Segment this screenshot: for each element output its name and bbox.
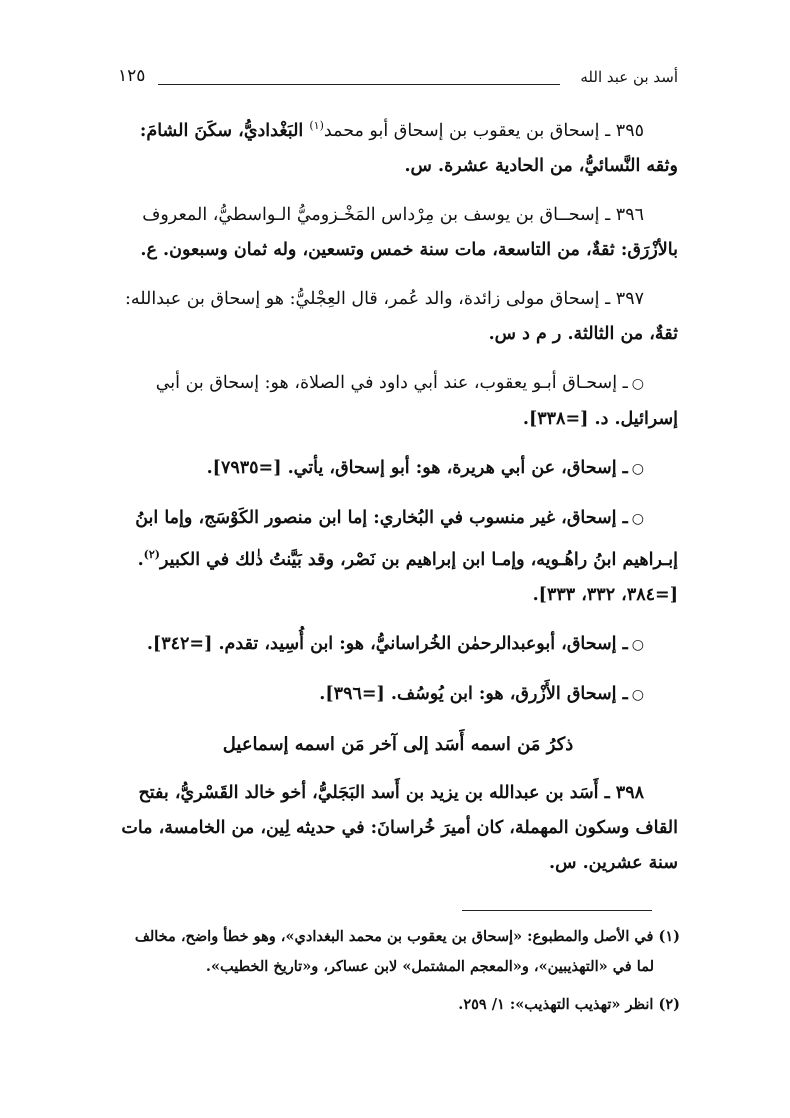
circle-marker-icon: ○ (631, 510, 644, 527)
footnote-rule (462, 910, 652, 911)
footnote-2-line-1: (٢) انظر «تهذيب التهذيب»: ١/ ٢٥٩. (458, 996, 680, 1013)
entry-396-line-2: بالأزْرَق: ثقةٌ، من التاسعة، مات سنة خمس وتسعين، وله ثمان وسبعون. ع. (140, 239, 678, 260)
cross-ref-1-line-1: ـ إسحـاق أبـو يعقوب، عند أبي داود في الصلاة، هو: إسحاق بن أبي (155, 372, 628, 393)
entry-397 (118, 282, 678, 352)
header-rule (158, 84, 560, 85)
cross-ref-bukhari (118, 501, 678, 613)
footnotes (100, 922, 680, 1028)
entry-396-line-1: ٣٩٦ ـ إسحــاق بن يوسف بن مِرْداس المَخْـزوميُّ الـواسطيُّ، المعروف (142, 204, 644, 225)
footnote-1 (100, 922, 680, 982)
cross-ref-abu-hurayra (118, 451, 678, 487)
entry-396 (118, 198, 678, 268)
entry-398 (118, 776, 678, 881)
entry-395-line-1b: البَغْداديُّ، سكَنَ الشامَ: (139, 120, 310, 141)
cross-ref-1-line-2: إسرائيل. د. [=٣٣٨]. (522, 408, 678, 429)
circle-marker-icon: ○ (631, 375, 644, 392)
cross-ref-2-line-1: ـ إسحاق، عن أبي هريرة، هو: أبو إسحاق، يأتي. [=٧٩٣٥]. (206, 457, 628, 478)
footnote-2 (100, 990, 680, 1020)
entry-395 (118, 108, 678, 184)
entry-398-line-1: ٣٩٨ ـ أَسَد بن عبدالله بن يزيد بن أَسد البَجَليُّ، أخو خالد القَسْريُّ، بفتح (138, 782, 644, 803)
cross-ref-3-line-3: [=٣٨٤، ٣٣٢، ٣٣٣]. (532, 584, 678, 605)
entry-398-line-2: القاف وسكون المهملة، كان أميرَ خُراسانَ: في حديثه لِين، من الخامسة، مات (121, 817, 678, 838)
page-header (118, 62, 678, 94)
cross-ref-abu-yaqub (118, 366, 678, 437)
footnote-1-line-2: لما في «التهذيبين»، و«المعجم المشتمل» لابن عساكر، و«تاريخ الخطيب». (205, 958, 654, 975)
cross-ref-khurasani (118, 627, 678, 663)
circle-marker-icon: ○ (631, 460, 644, 477)
page-number: ١٢٥ (118, 66, 146, 86)
footnote-ref-1: (١) (309, 119, 324, 132)
cross-ref-4-line-1: ـ إسحاق، أبوعبدالرحمٰن الخُراسانيُّ، هو: ابن أُسِيد، تقدم. [=٣٤٢]. (146, 633, 628, 654)
running-title: أسد بن عبد الله (580, 68, 678, 86)
cross-ref-3-line-2: إبـراهيم ابنُ راهُـويه، وإمـا ابن إبراهيم بن نَصْر، وقد بَيَّنتُ ذٰلك في الكبير (160, 549, 678, 570)
circle-marker-icon: ○ (631, 636, 644, 653)
entry-397-line-1: ٣٩٧ ـ إسحاق مولى زائدة، والد عُمر، قال العِجْليُّ: هو إسحاق بن عبدالله: (124, 288, 644, 309)
cross-ref-3-line-1: ـ إسحاق، غير منسوب في البُخاري: إما ابن منصور الكَوْسَج، وإما ابنُ (135, 507, 628, 528)
footnote-ref-2: (٢) (143, 547, 161, 561)
entry-395-line-1: ٣٩٥ ـ إسحاق بن يعقوب بن إسحاق أبو محمد (323, 120, 644, 141)
cross-ref-5-line-1: ـ إسحاق الأَزْرق، هو: ابن يُوسُف. [=٣٩٦]. (319, 683, 628, 704)
circle-marker-icon: ○ (631, 686, 644, 703)
footnote-1-line-1: (١) في الأصل والمطبوع: «إسحاق بن يعقوب بن محمد البغدادي»، وهو خطأ واضح، مخالف (134, 928, 680, 945)
entry-397-line-2: ثقةٌ، من الثالثة. ر م د س. (488, 323, 678, 344)
cross-ref-3-line-2b: . (137, 549, 144, 570)
main-text (118, 108, 678, 895)
entry-395-line-2: وثقه النَّسائيُّ، من الحادية عشرة. س. (404, 155, 678, 176)
entry-398-line-3: سنة عشرين. س. (549, 852, 678, 873)
section-heading: ذكرُ مَن اسمه أَسَد إلى آخر مَن اسمه إسماعيل (222, 733, 574, 755)
cross-ref-azraq (118, 677, 678, 713)
